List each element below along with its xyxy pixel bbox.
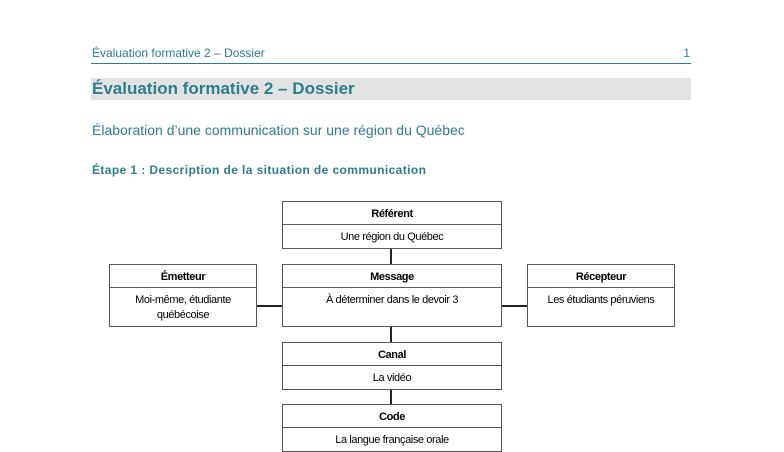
connector-message-canal — [390, 327, 392, 343]
connector-referent-message — [390, 248, 392, 264]
connector-emetteur-message — [256, 305, 283, 307]
code-label: Code — [379, 411, 405, 423]
recepteur-box — [527, 264, 675, 327]
recepteur-content: Les étudiants péruviens — [547, 294, 655, 306]
heading-2: Élaboration d’une communication sur une région du Québec — [92, 122, 465, 138]
code-box — [282, 404, 502, 452]
referent-box — [282, 201, 502, 249]
message-box — [282, 264, 502, 327]
emetteur-content: Moi-même, étudiante québécoise — [135, 294, 231, 321]
emetteur-label: Émetteur — [160, 271, 206, 283]
recepteur-label: Récepteur — [575, 271, 627, 283]
referent-content: Une région du Québec — [340, 231, 444, 243]
canal-box — [282, 342, 502, 390]
page-header — [91, 45, 691, 64]
page-number: 1 — [683, 46, 690, 60]
connector-message-recepteur — [501, 305, 528, 307]
heading-1: Évaluation formative 2 – Dossier — [91, 78, 691, 100]
canal-content: La vidéo — [372, 372, 412, 384]
heading-3: Étape 1 : Description de la situation de communication — [92, 163, 427, 177]
canal-label: Canal — [378, 349, 406, 361]
emetteur-box — [109, 264, 257, 327]
message-content: À déterminer dans le devoir 3 — [325, 294, 459, 306]
message-label: Message — [370, 271, 414, 283]
connector-canal-code — [390, 389, 392, 405]
code-content: La langue française orale — [335, 434, 449, 446]
header-title: Évaluation formative 2 – Dossier — [92, 46, 265, 60]
referent-label: Référent — [371, 208, 413, 220]
